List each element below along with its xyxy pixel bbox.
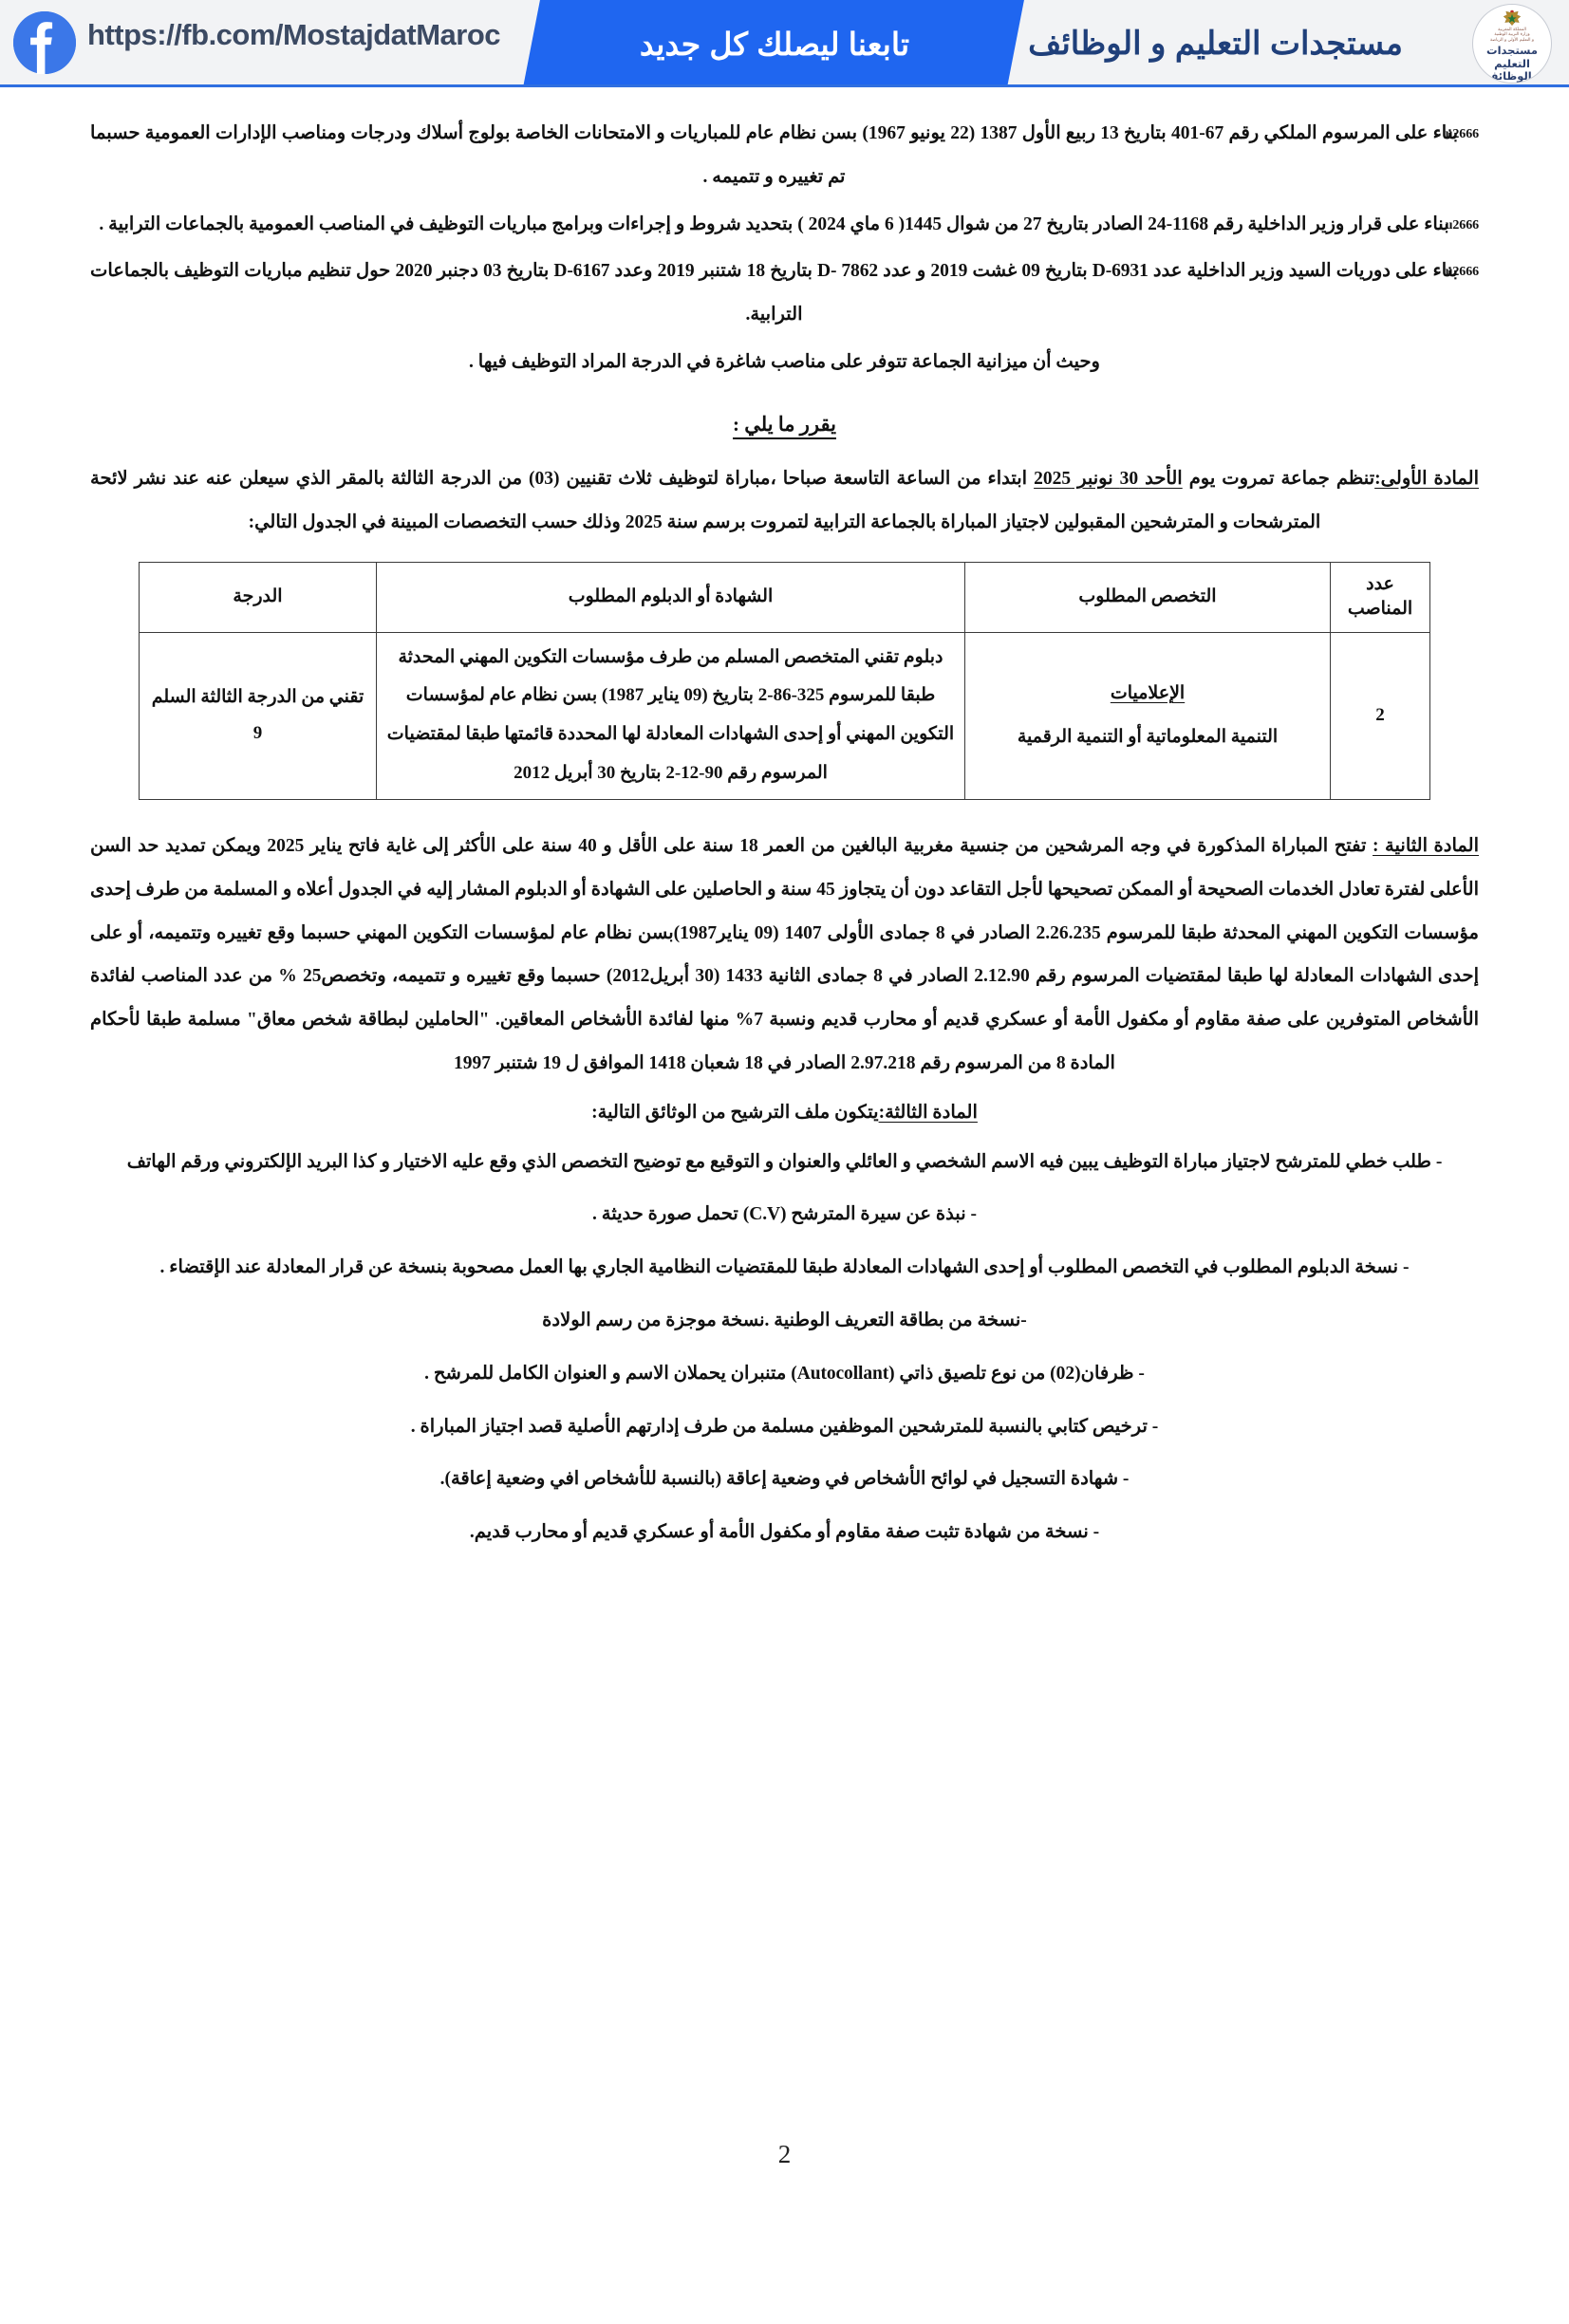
document-item-3: - نسخة الدبلوم المطلوب في التخصص المطلوب أو إحدى الشهادات المعادلة طبقا للمقتضيات النظامية الجاري بها العمل مصحوبة بنسخة عن قرار المعادلة عند الإقتضاء .	[159, 1257, 1410, 1278]
document-item-6: - ترخيص كتابي بالنسبة للمترشحين الموظفين مسلمة من طرف إدارتهم الأصلية قصد اجتياز المباراة .	[410, 1416, 1159, 1437]
preamble-bullets	[90, 112, 1479, 337]
morocco-emblem-icon	[1501, 9, 1523, 27]
article-third-label: المادة الثالثة:	[878, 1102, 978, 1123]
table-header-row	[140, 562, 1430, 632]
page-number: 2	[777, 2140, 792, 2168]
article-second-label: المادة الثانية :	[1373, 835, 1480, 856]
header-grade: الدرجة	[140, 562, 377, 632]
article-first-exam-date: الأحد 30 نونبر 2025	[1034, 468, 1183, 489]
cta-text: تابعنا ليصلك كل جديد	[639, 26, 910, 62]
article-second-text: تفتح المباراة المذكورة في وجه المرشحين من جنسية مغربية البالغين من العمر 18 سنة على الأقل و 40 سنة على الأكثر إلى غاية فاتح يناير 2025 ويمكن تمديد حد السن الأعلى لفترة تعادل الخدمات الصحيحة أو الممكن تصحيحها لأجل التقاعد دون أن يتجاوز 45 سنة و الحاصلين على الشهادة أو الدبلوم المشار إليه في الجدول أعلاه و المسلمة من طرف إحدى مؤسسات التكوين المهني المحدثة طبقا للمرسوم 2.26.235 الصادر في 8 جمادى الأولى 1407 (09 يناير1987)بسن نظام عام لمؤسسات التكوين المهني حسبما وقع تغييره وتتميمه، أو على إحدى الشهادات المعادلة لها طبقا لمقتضيات المرسوم رقم 2.12.90 الصادر في 8 جمادى الثانية 1433 (30 أبريل2012) حسبما وقع تغييره و تتميمه، وتخصص25 % من عدد المناصب لفائدة الأشخاص المتوفرين على صفة مقاوم أو مكفول الأمة أو عسكري قديم أو محارب قديم ونسبة 7% منها لفائدة الأشخاص المعاقين. "الحاملين لبطاقة شخص معاق" مسلمة طبقا لأحكام المادة 8 من المرسوم رقم 2.97.218 الصادر في 18 شعبان 1418 الموافق ل 19 شتنبر 1997	[90, 835, 1480, 1073]
seal-brand-text: مستجدات التعليم والوظائف	[1485, 44, 1539, 83]
preamble-bullet-1: u2666 بناء على المرسوم الملكي رقم 67-401 بتاريخ 13 ربيع الأول 1387 (22 يونيو 1967) بسن نظام عام للمباريات و الامتحانات الخاصة بولوج أسلاك ودرجات ومناصب الإدارات العمومية حسبما تم تغييره و تتميمه .	[90, 112, 1479, 199]
article-third-text: يتكون ملف الترشيح من الوثائق التالية:	[591, 1102, 879, 1123]
decides-heading-text: يقرر ما يلي :	[733, 413, 836, 439]
cell-count: 2	[1331, 632, 1430, 799]
header-diploma: الشهادة أو الدبلوم المطلوب	[377, 562, 965, 632]
cell-diploma: دبلوم تقني المتخصص المسلم من طرف مؤسسات التكوين المهني المحدثة طبقا للمرسوم 325-86-2 بتاريخ (09 يناير 1987) بسن نظام عام لمؤسسات التكوين المهني أو إحدى الشهادات المعادلة لها المحددة قائمتها طبقا لمقتضيات المرسوم رقم 90-12-2 بتاريخ 30 أبريل 2012	[377, 632, 965, 799]
specialties-table-body	[140, 632, 1430, 799]
preamble-bullet-2: u2666 بناء على قرار وزير الداخلية رقم 1168-24 الصادر بتاريخ 27 من شوال 1445( 6 ماي 2024 ) بتحديد شروط و إجراءات وبرامج مباريات التوظيف في المناصب العمومية بالجماعات الترابية .	[90, 203, 1479, 247]
site-title: مستجدات التعليم و الوظائف	[1028, 26, 1403, 62]
header-specialty: التخصص المطلوب	[965, 562, 1331, 632]
article-first	[90, 457, 1479, 545]
document-item-8: - نسخة من شهادة تثبت صفة مقاوم أو مكفول الأمة أو عسكري قديم أو محارب قديم.	[469, 1522, 1100, 1543]
cell-grade: تقني من الدرجة الثالثة السلم 9	[140, 632, 377, 799]
article-first-label: المادة الأولى:	[1374, 468, 1479, 489]
official-seal-logo	[1472, 4, 1552, 84]
cell-specialty-title: الإعلاميات	[1110, 683, 1186, 704]
document-item-1: - طلب خطي للمترشح لاجتياز مباراة التوظيف يبين فيه الاسم الشخصي و العائلي والعنوان و التوقيع مع توضيح التخصص الذي وقع عليه الاختيار و كذا البريد الإلكتروني ورقم الهاتف	[126, 1151, 1443, 1172]
specialties-table	[139, 562, 1430, 800]
document-item-5: - ظرفان(02) من نوع تلصيق ذاتي (Autocollant) متنبران يحملان الاسم و العنوان الكامل للمرشح .	[424, 1363, 1145, 1384]
document-item-7: - شهادة التسجيل في لوائح الأشخاص في وضعية إعاقة (بالنسبة للأشخاص افي وضعية إعاقة).	[439, 1469, 1130, 1490]
seal-ministry-text: المملكة المغربية وزارة التربية الوطنية و التعليم الأولي و الرياضة	[1490, 27, 1534, 43]
article-third	[90, 1091, 1479, 1135]
document-page	[0, 87, 1569, 1554]
article-first-text-part1: تنظم جماعة تمروت يوم	[1182, 468, 1375, 489]
preamble-bullet-3: u2666 بناء على دوريات السيد وزير الداخلية عدد D-6931 بتاريخ 09 غشت 2019 و عدد D- 7862 بتاريخ 18 شتنبر 2019 وعدد D-6167 بتاريخ 03 دجنبر 2020 حول تنظيم مباريات التوظيف بالجماعات الترابية.	[90, 250, 1479, 337]
facebook-url-text[interactable]: https://fb.com/MostajdatMaroc	[87, 18, 501, 51]
article-first-text-part2: ابتداء من الساعة التاسعة صباحا ،مباراة لتوظيف ثلاث تقنيين (03) من الدرجة الثالثة بالمقر الذي سيعلن عنه عند نشر لائحة المترشحات و المترشحين المقبولين لاجتياز المباراة بالجماعة الترابية لتمروت برسم سنة 2025 وذلك حسب التخصصات المبينة في الجدول التالي:	[90, 468, 1321, 532]
required-documents-list	[90, 1141, 1479, 1555]
cell-specialty-detail: التنمية المعلوماتية أو التنمية الرقمية	[1017, 727, 1279, 748]
table-row	[140, 632, 1430, 799]
site-promo-banner	[0, 0, 1569, 87]
article-second	[90, 825, 1479, 1086]
preamble-closing-line: وحيث أن ميزانية الجماعة تتوفر على مناصب شاغرة في الدرجة المراد التوظيف فيها .	[469, 352, 1100, 373]
cell-specialty	[965, 632, 1331, 799]
specialties-table-head	[140, 562, 1430, 632]
document-item-4: -نسخة من بطاقة التعريف الوطنية .نسخة موجزة من رسم الولادة	[542, 1311, 1027, 1330]
facebook-icon[interactable]	[13, 11, 76, 74]
document-item-2: - نبذة عن سيرة المترشح (C.V) تحمل صورة حديثة .	[591, 1204, 977, 1225]
specialties-table-wrapper	[90, 562, 1479, 800]
header-count: عدد المناصب	[1331, 562, 1430, 632]
decides-heading	[90, 413, 1479, 437]
